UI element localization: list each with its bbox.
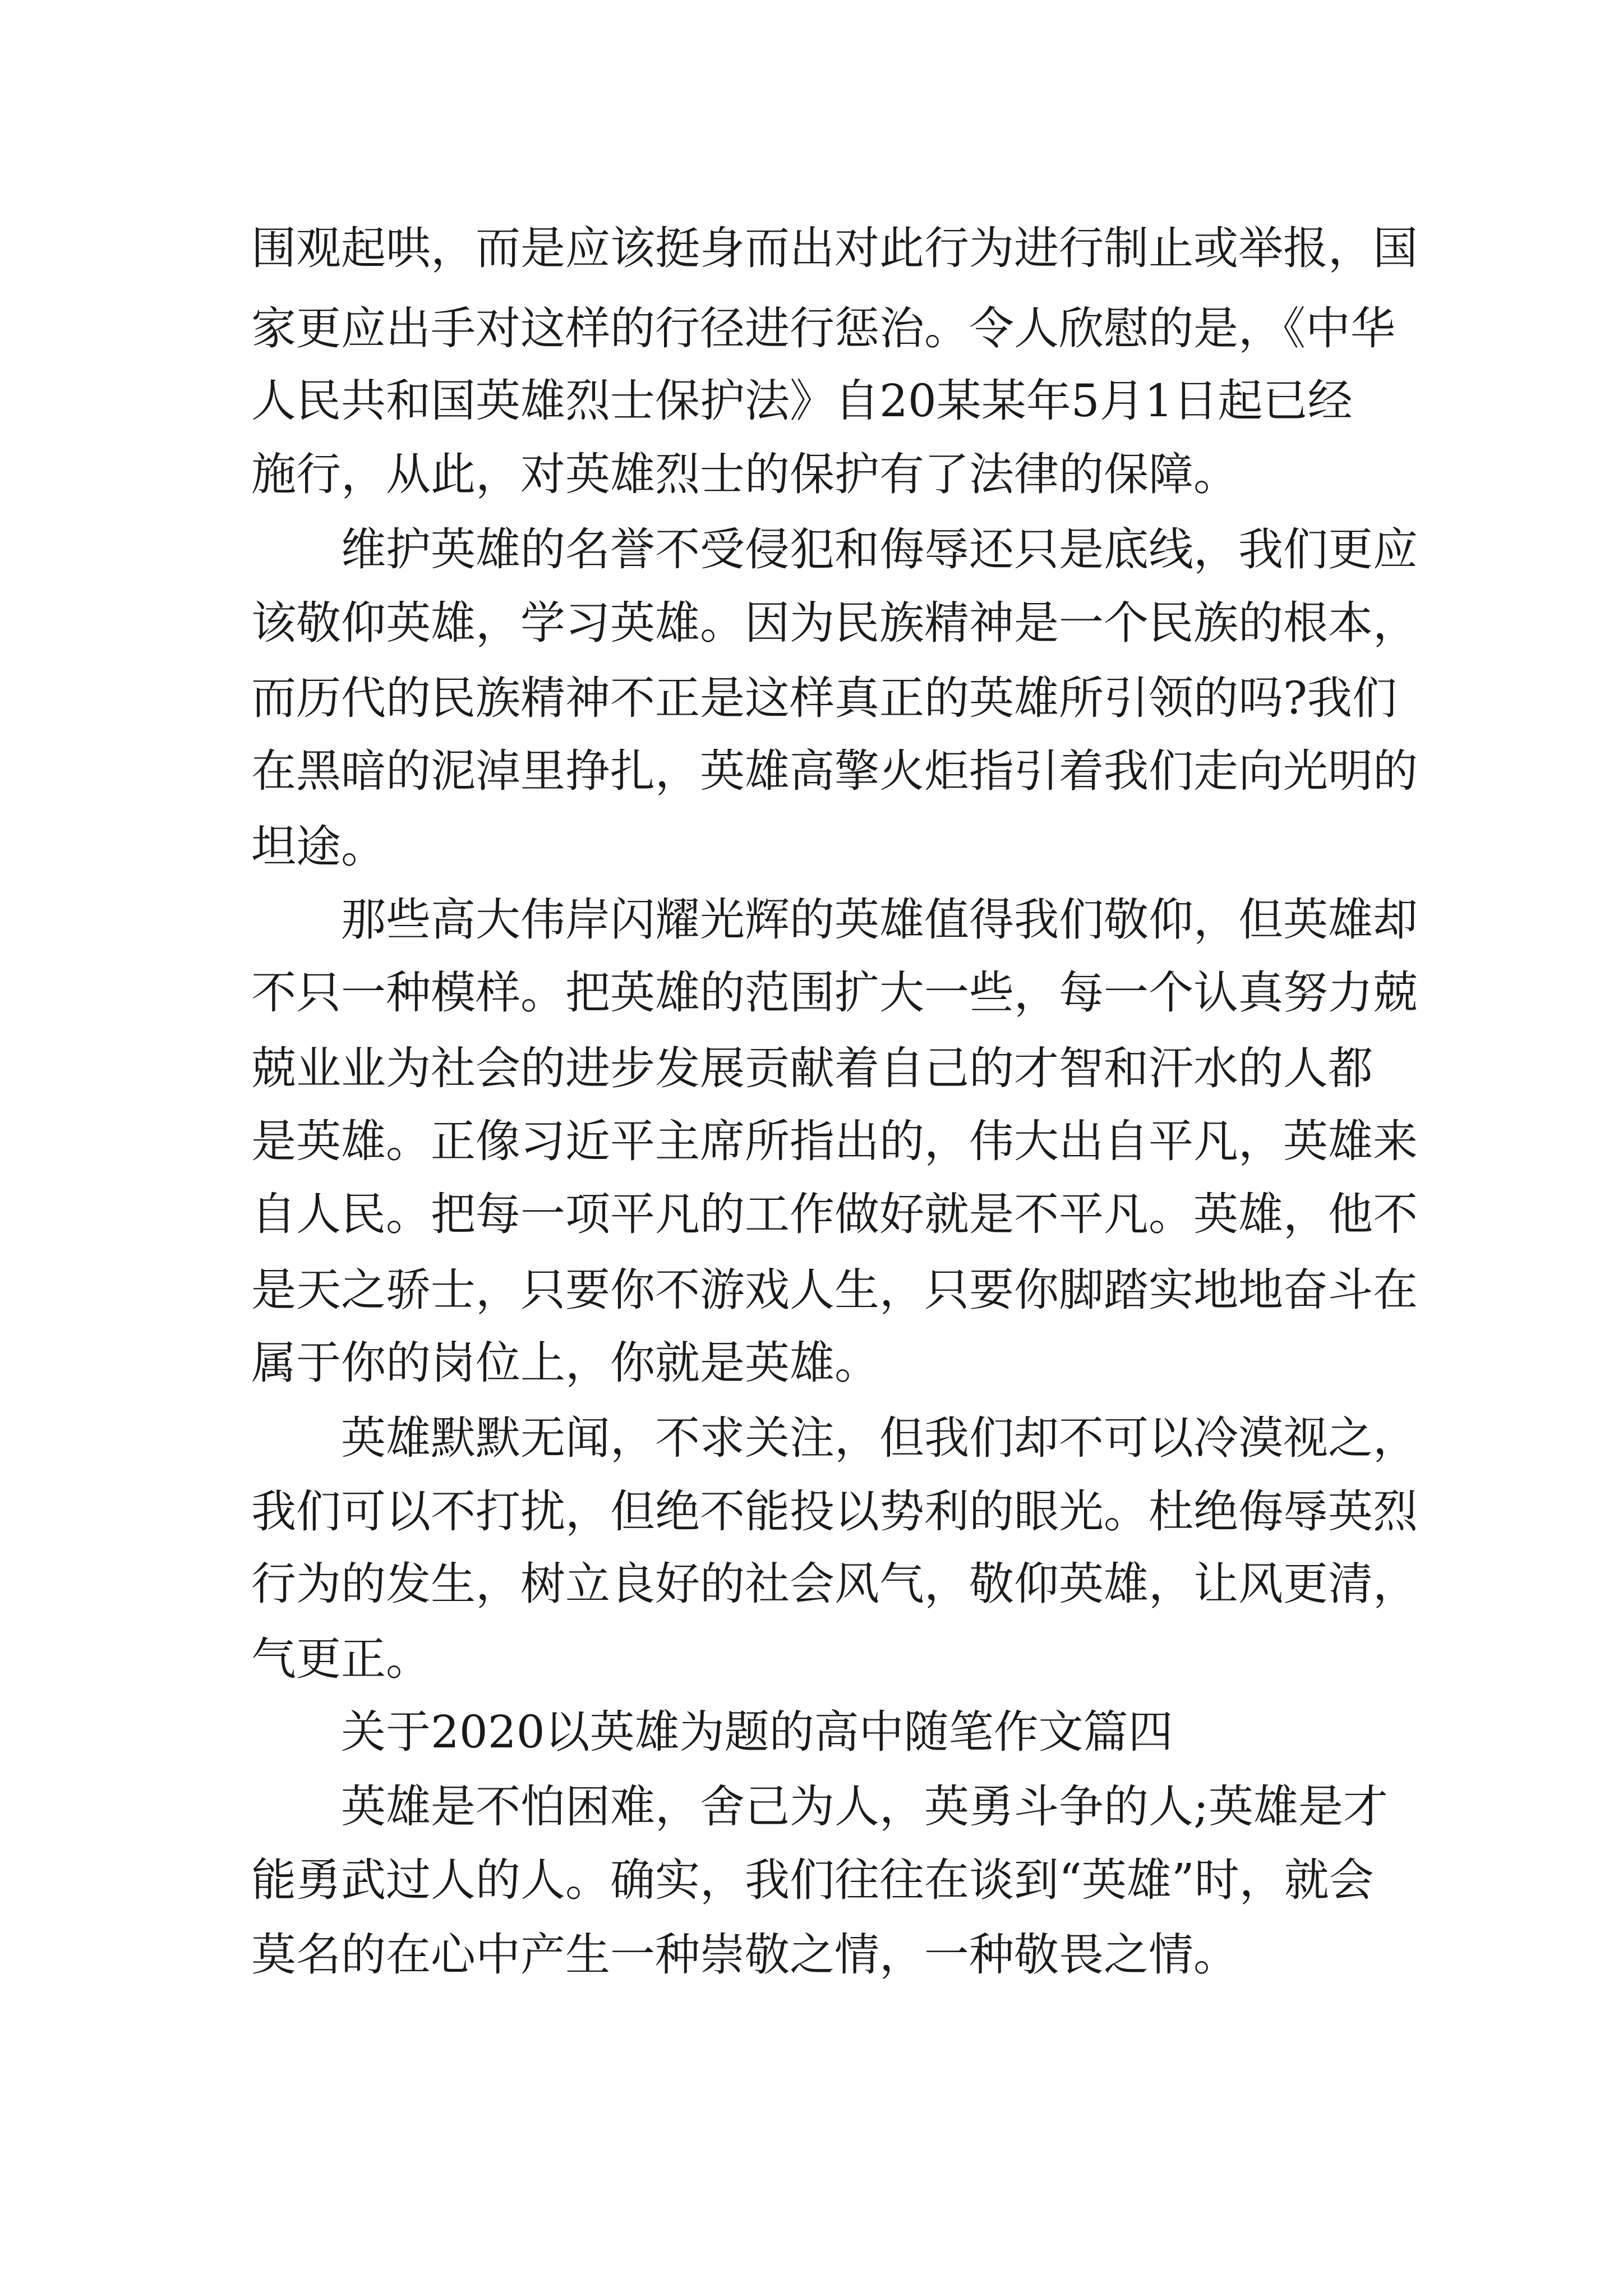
paragraph-2-line-2: 该敬仰英雄，学习英雄。因为民族精神是一个民族的根本， xyxy=(251,597,1418,649)
paragraph-3-line-3: 兢业业为社会的进步发展贡献着自己的才智和汗水的人都 xyxy=(251,1042,1373,1094)
paragraph-3-line-4: 是英雄。正像习近平主席所指出的，伟大出自平凡，英雄来 xyxy=(251,1115,1418,1167)
paragraph-4-line-1: 英雄默默无闻，不求关注，但我们却不可以冷漠视之， xyxy=(341,1412,1418,1464)
paragraph-2-line-5: 坦途。 xyxy=(251,821,386,873)
paragraph-2-line-1: 维护英雄的名誉不受侵犯和侮辱还只是底线，我们更应 xyxy=(341,523,1418,576)
paragraph-3-line-5: 自人民。把每一项平凡的工作做好就是不平凡。英雄，他不 xyxy=(251,1188,1418,1240)
paragraph-3-line-2: 不只一种模样。把英雄的范围扩大一些，每一个认真努力兢 xyxy=(251,967,1418,1019)
paragraph-3-line-6: 是天之骄士，只要你不游戏人生，只要你脚踏实地地奋斗在 xyxy=(251,1264,1418,1316)
section-heading: 关于2020以英雄为题的高中随笔作文篇四 xyxy=(341,1706,1173,1758)
paragraph-4-line-2: 我们可以不打扰，但绝不能投以势利的眼光。杜绝侮辱英烈 xyxy=(251,1485,1418,1538)
paragraph-1-line-2: 家更应出手对这样的行径进行惩治。令人欣慰的是，《中华 xyxy=(251,302,1395,355)
paragraph-2-line-4: 在黑暗的泥淖里挣扎，英雄高擎火炬指引着我们走向光明的 xyxy=(251,745,1418,797)
paragraph-5-line-2: 能勇武过人的人。确实，我们往往在谈到“英雄”时，就会 xyxy=(251,1854,1374,1906)
paragraph-3-line-1: 那些高大伟岸闪耀光辉的英雄值得我们敬仰，但英雄却 xyxy=(341,894,1418,946)
paragraph-4-line-3: 行为的发生，树立良好的社会风气，敬仰英雄，让风更清， xyxy=(251,1558,1418,1610)
paragraph-5-line-1: 英雄是不怕困难，舍己为人，英勇斗争的人;英雄是才 xyxy=(341,1780,1388,1833)
paragraph-1-line-3: 人民共和国英雄烈士保护法》自20某某年5月1日起已经 xyxy=(251,375,1353,427)
paragraph-3-line-7: 属于你的岗位上，你就是英雄。 xyxy=(251,1337,879,1389)
paragraph-5-line-3: 莫名的在心中产生一种崇敬之情，一种敬畏之情。 xyxy=(251,1929,1238,1981)
paragraph-1-line-4: 施行，从此，对英雄烈士的保护有了法律的保障。 xyxy=(251,448,1238,500)
paragraph-2-line-3: 而历代的民族精神不正是这样真正的英雄所引领的吗?我们 xyxy=(251,672,1397,724)
paragraph-1-line-1: 围观起哄，而是应该挺身而出对此行为进行制止或举报，国 xyxy=(251,222,1418,274)
paragraph-4-line-4: 气更正。 xyxy=(251,1633,431,1685)
